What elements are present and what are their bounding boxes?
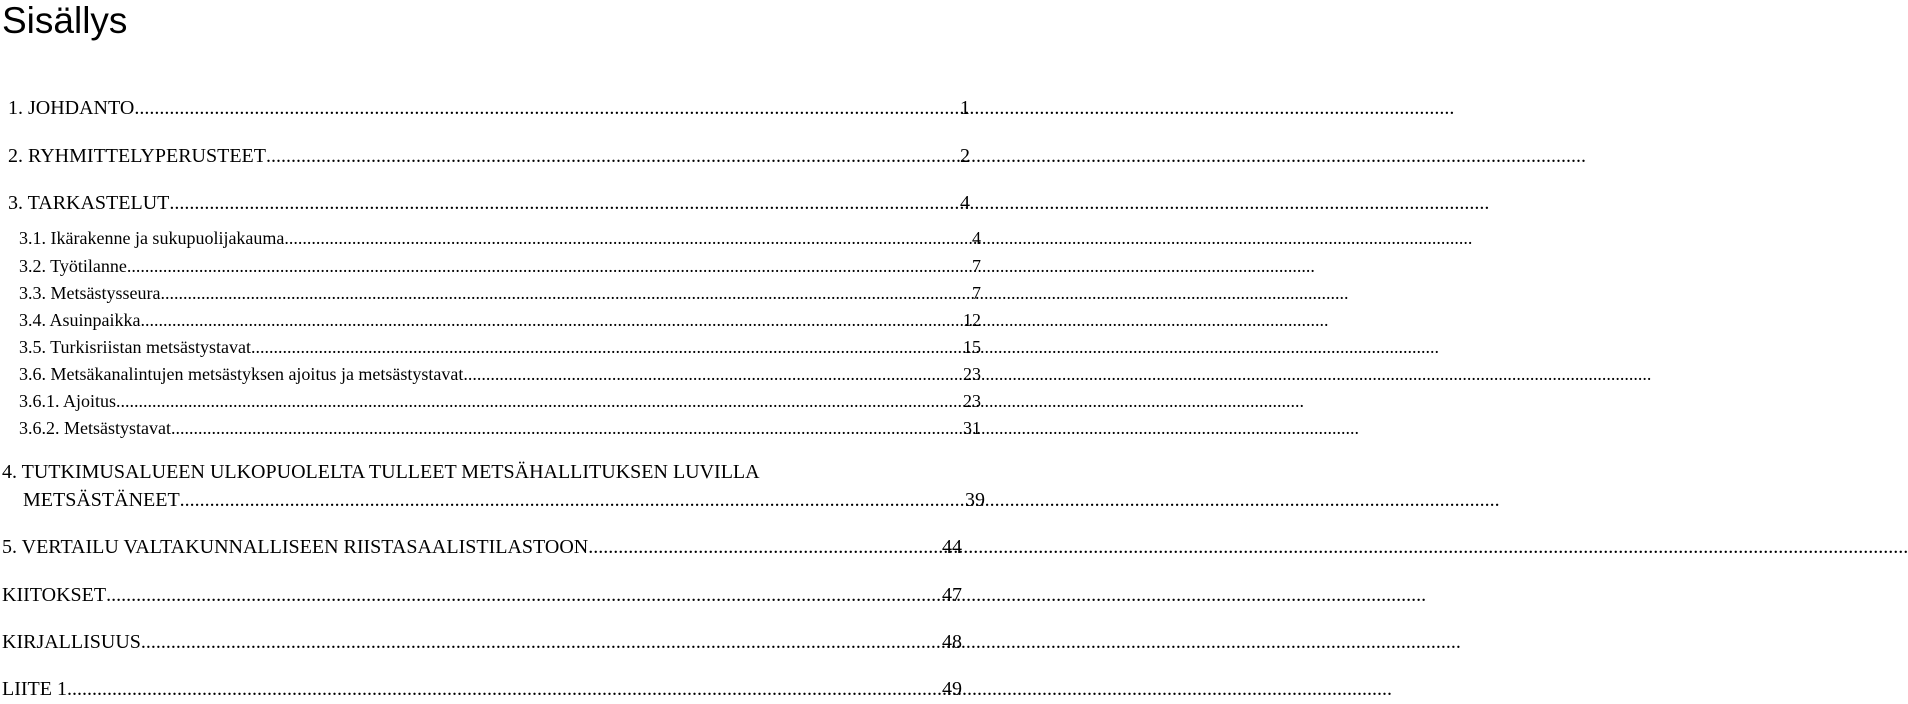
toc-entry[interactable] [0, 391, 981, 412]
toc-entry-page: 47 [942, 584, 962, 606]
toc-leader [116, 391, 963, 412]
toc-entry[interactable] [2, 536, 962, 559]
toc-entry-page: 39 [965, 489, 985, 511]
toc-entry-label: KIRJALLISUUS [2, 631, 141, 653]
toc-entry-label: 3.4. Asuinpaikka [19, 310, 141, 330]
toc-entry-label: 3.6.1. Ajoitus [19, 391, 117, 411]
toc-entry-page: 7 [972, 256, 981, 276]
toc-leader [72, 678, 942, 701]
toc-entry-label: 3. TARKASTELUT [8, 192, 170, 214]
toc-entry-page: 23 [963, 364, 981, 384]
page-title: Sisällys [2, 0, 128, 41]
toc-entry-label-line1[interactable]: 4. TUTKIMUSALUEEN ULKOPUOLELTA TULLEET METSÄHALLITUKSEN LUVILLA [2, 461, 760, 483]
toc-entry[interactable] [0, 192, 970, 215]
toc-entry[interactable] [2, 678, 962, 701]
toc-leader [284, 228, 972, 249]
toc-leader [106, 584, 942, 607]
toc-entry-label: 3.5. Turkisriistan metsästystavat [19, 337, 252, 357]
toc-entry[interactable] [0, 256, 981, 277]
toc-entry[interactable] [0, 228, 981, 249]
toc-entry[interactable] [0, 283, 981, 304]
toc-entry-page: 48 [942, 631, 962, 653]
toc-leader [127, 256, 972, 277]
toc-entry-page: 7 [972, 283, 981, 303]
toc-entry-page: 44 [942, 536, 962, 558]
toc-entry[interactable] [0, 97, 970, 120]
toc-entry-page: 1 [960, 97, 970, 119]
toc-entry-page: 49 [942, 678, 962, 700]
toc-entry-label: 3.1. Ikärakenne ja sukupuolijakauma [19, 228, 285, 248]
toc-leader [160, 283, 972, 304]
toc-entry-page: 4 [972, 228, 981, 248]
toc-leader [171, 418, 963, 439]
toc-entry-page: 23 [963, 391, 981, 411]
toc-entry-label: 3.3. Metsästysseura [19, 283, 161, 303]
toc-leader [588, 536, 942, 559]
toc-entry-label: LIITE 1. [2, 678, 72, 700]
toc-entry-page: 4 [960, 192, 970, 214]
toc-entry-label: 3.6.2. Metsästystavat [19, 418, 171, 438]
toc-leader [141, 310, 964, 331]
toc-entry[interactable] [0, 337, 981, 358]
toc-entry-label: 3.6. Metsäkanalintujen metsästyksen ajoitus ja metsästystavat [19, 364, 464, 384]
toc-entry-page: 15 [963, 337, 981, 357]
toc-entry-page: 12 [963, 310, 981, 330]
toc-entry-label: METSÄSTÄNEET [23, 489, 180, 511]
toc-leader [180, 489, 965, 512]
toc-entry-label: 3.2. Työtilanne [19, 256, 127, 276]
toc-entry-label: KIITOKSET [2, 584, 107, 606]
toc-leader [141, 631, 942, 654]
toc-entry-label: 2. RYHMITTELYPERUSTEET [8, 145, 266, 167]
toc-leader [134, 97, 960, 120]
toc-entry-label: 5. VERTAILU VALTAKUNNALLISEEN RIISTASAALISTILASTOON [2, 536, 589, 558]
toc-entry[interactable] [0, 364, 981, 385]
toc-leader [463, 364, 963, 385]
toc-entry-label: 1. JOHDANTO [8, 97, 135, 119]
toc-entry[interactable] [0, 310, 981, 331]
toc-entry[interactable] [0, 145, 970, 168]
toc-leader [266, 145, 960, 168]
toc-entry[interactable] [0, 418, 981, 439]
toc-entry[interactable] [2, 584, 962, 607]
toc-entry[interactable] [2, 631, 962, 654]
toc-entry-page: 2 [960, 145, 970, 167]
toc-entry-page: 31 [963, 418, 981, 438]
toc-entry[interactable] [0, 489, 985, 512]
toc-leader [169, 192, 960, 215]
toc-leader [251, 337, 963, 358]
